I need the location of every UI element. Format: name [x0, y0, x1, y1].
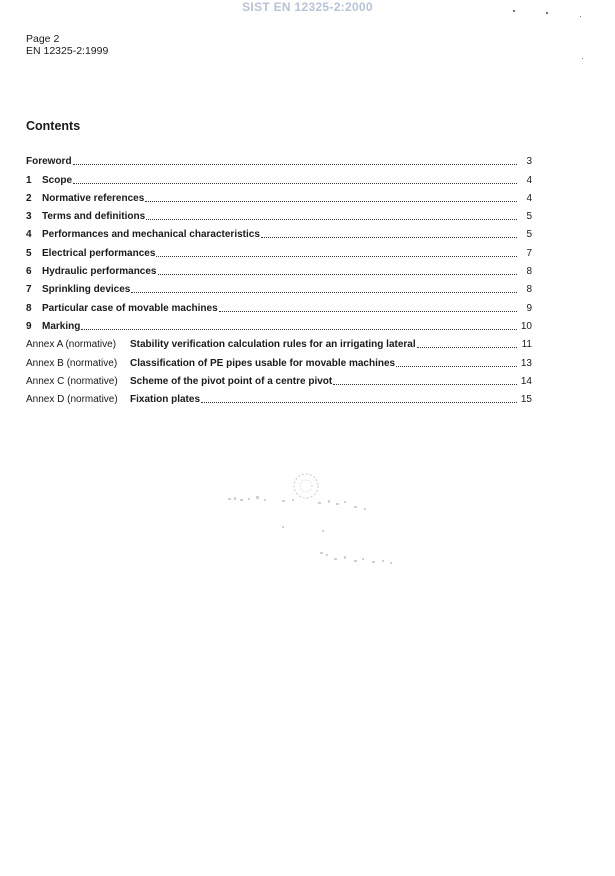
contents-heading: Contents [26, 119, 81, 133]
toc-entry-title: Hydraulic performances [42, 266, 157, 278]
toc-entry-annex-label: Annex C (normative) [26, 375, 118, 387]
toc-entry-page: 7 [526, 247, 532, 259]
toc-entry-page: 13 [520, 357, 532, 369]
toc-entry-page: 14 [520, 375, 532, 387]
toc-entry-scope[interactable] [26, 168, 532, 186]
toc-entry-page: 9 [526, 302, 532, 314]
standard-reference: EN 12325-2:1999 [26, 45, 109, 57]
toc-entry-number: 4 [26, 229, 32, 241]
toc-entry-hydraulic-performances[interactable] [26, 260, 532, 278]
dot-leader [396, 366, 517, 367]
toc-entry-title: Electrical performances [42, 247, 156, 259]
toc-entry-page: 5 [526, 211, 532, 223]
toc-entry-number: 7 [26, 284, 32, 296]
dot-leader [81, 329, 517, 330]
toc-entry-title: Terms and definitions [42, 211, 146, 223]
toc-entry-annex-c[interactable] [26, 370, 532, 388]
toc-entry-number: 8 [26, 302, 32, 314]
faint-seal-stamp-icon [222, 466, 402, 576]
toc-entry-page: 8 [526, 266, 532, 278]
toc-entry-page: 8 [526, 284, 532, 296]
toc-entry-title: Stability verification calculation rules for an irrigating lateral [130, 339, 416, 351]
toc-entry-annex-label: Annex A (normative) [26, 339, 117, 351]
toc-entry-page: 15 [520, 394, 532, 406]
toc-entry-title: Sprinkling devices [42, 284, 131, 296]
dot-leader [73, 183, 517, 184]
toc-entry-title: Fixation plates [130, 394, 201, 406]
toc-entry-title: Normative references [42, 192, 145, 204]
dot-leader [333, 384, 517, 385]
toc-entry-number: 2 [26, 192, 32, 204]
toc-entry-annex-d[interactable] [26, 388, 532, 406]
toc-entry-title: Scheme of the pivot point of a centre pivot [130, 375, 333, 387]
watermark-standard-id: SIST EN 12325-2:2000 [242, 0, 373, 14]
toc-entry-page: 4 [526, 192, 532, 204]
toc-entry-foreword[interactable] [26, 150, 532, 168]
dot-leader [201, 402, 517, 403]
toc-entry-number: 6 [26, 266, 32, 278]
toc-entry-performances-mechanical[interactable] [26, 223, 532, 241]
dot-leader [131, 292, 517, 293]
toc-entry-page: 4 [526, 174, 532, 186]
toc-entry-page: 3 [526, 156, 532, 168]
toc-entry-annex-label: Annex B (normative) [26, 357, 118, 369]
toc-entry-movable-machines[interactable] [26, 296, 532, 314]
page-number: Page 2 [26, 33, 60, 45]
dot-leader [73, 164, 517, 165]
page-header [26, 33, 108, 57]
toc-entry-number: 1 [26, 174, 32, 186]
toc-entry-annex-b[interactable] [26, 351, 532, 369]
toc-entry-annex-label: Annex D (normative) [26, 394, 118, 406]
toc-entry-title: Particular case of movable machines [42, 302, 218, 314]
dot-leader [146, 219, 517, 220]
toc-entry-title: Foreword [26, 156, 72, 168]
toc-entry-normative-references[interactable] [26, 187, 532, 205]
toc-entry-marking[interactable] [26, 315, 532, 333]
toc-entry-electrical-performances[interactable] [26, 241, 532, 259]
toc-entry-title: Classification of PE pipes usable for movable machines [130, 357, 396, 369]
dot-leader [417, 347, 517, 348]
table-of-contents [26, 150, 532, 406]
toc-entry-terms-and-definitions[interactable] [26, 205, 532, 223]
dot-leader [261, 237, 517, 238]
dot-leader [158, 274, 518, 275]
toc-entry-page: 5 [526, 229, 532, 241]
toc-entry-number: 3 [26, 211, 32, 223]
dot-leader [145, 201, 517, 202]
toc-entry-title: Marking [42, 320, 81, 332]
toc-entry-number: 9 [26, 320, 32, 332]
toc-entry-title: Scope [42, 174, 73, 186]
dot-leader [156, 256, 517, 257]
toc-entry-title: Performances and mechanical characteristics [42, 229, 260, 241]
dot-leader [219, 311, 517, 312]
toc-entry-number: 5 [26, 247, 32, 259]
toc-entry-annex-a[interactable] [26, 333, 532, 351]
toc-entry-page: 11 [521, 339, 532, 351]
toc-entry-page: 10 [520, 320, 532, 332]
toc-entry-sprinkling-devices[interactable] [26, 278, 532, 296]
